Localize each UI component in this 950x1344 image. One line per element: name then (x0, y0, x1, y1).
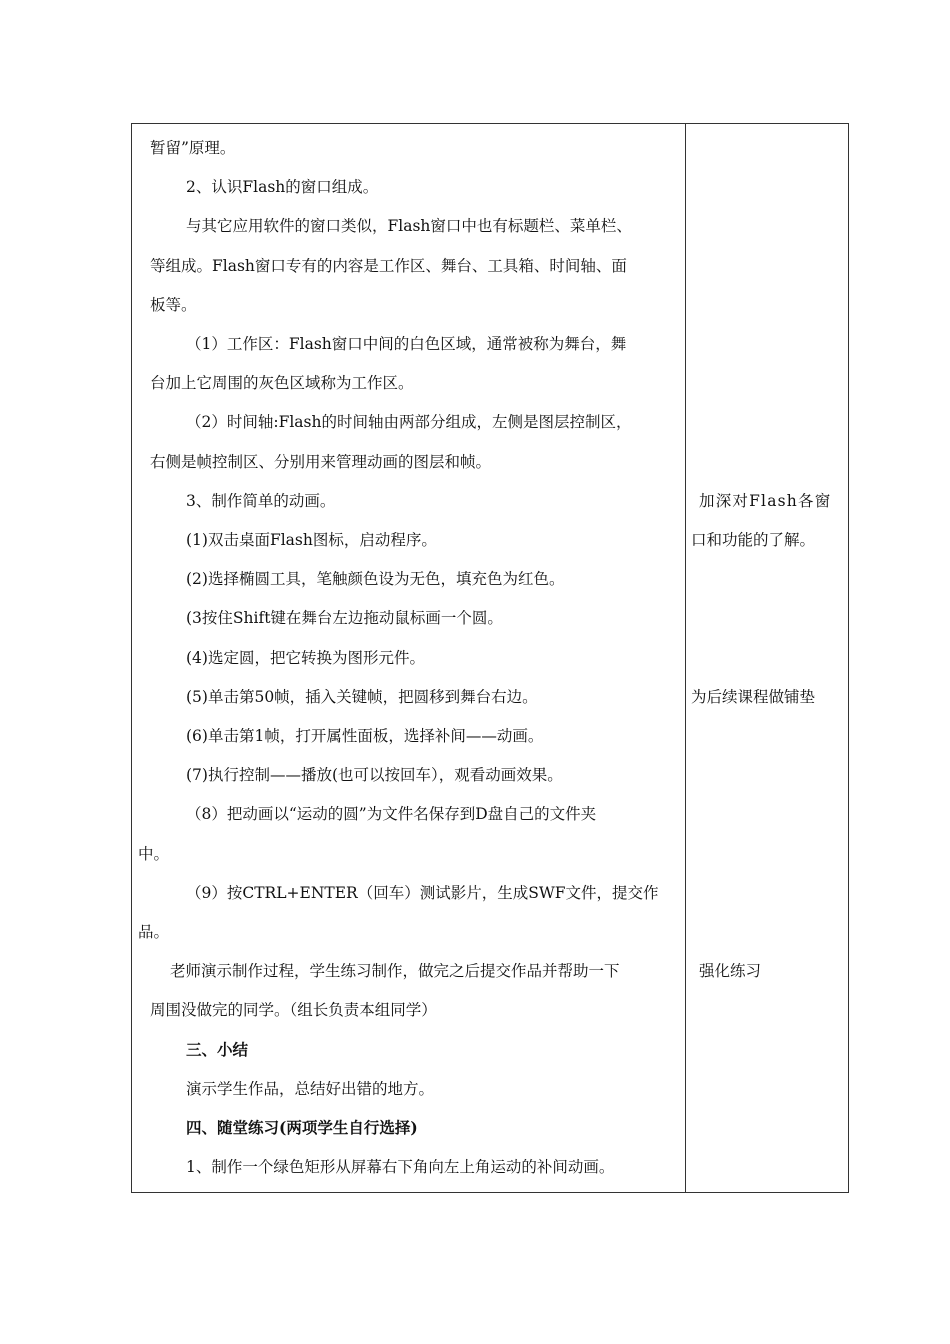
practice-heading: 四、随堂练习(两项学生自行选择) (186, 1118, 418, 1137)
summary-heading: 三、小结 (186, 1040, 249, 1059)
text-line: 老师演示制作过程，学生练习制作，做完之后提交作品并帮助一下 (170, 962, 620, 980)
text-line: 中。 (138, 845, 170, 863)
text-line: 1、制作一个绿色矩形从屏幕右下角向左上角运动的补间动画。 (186, 1158, 615, 1176)
text-line: 右侧是帧控制区、分别用来管理动画的图层和帧。 (150, 453, 492, 471)
side-note: 口和功能的了解。 (691, 531, 816, 549)
text-line: 板等。 (150, 296, 197, 314)
step-item: （8）把动画以“运动的圆”为文件名保存到D盘自己的文件夹 (186, 805, 597, 823)
step-item: (4)选定圆，把它转换为图形元件。 (186, 649, 425, 667)
step-item: (3按住Shift键在舞台左边拖动鼠标画一个圆。 (186, 609, 503, 627)
step-item: (7)执行控制——播放(也可以按回车），观看动画效果。 (186, 766, 563, 784)
text-line: 演示学生作品，总结好出错的地方。 (186, 1080, 435, 1098)
step-item: （9）按CTRL+ENTER（回车）测试影片，生成SWF文件，提交作 (186, 884, 659, 902)
side-note: 为后续课程做铺垫 (691, 688, 816, 706)
text-line: 2、认识Flash的窗口组成。 (186, 178, 379, 196)
step-item: (1)双击桌面Flash图标，启动程序。 (186, 531, 437, 549)
section-heading: 3、制作简单的动画。 (186, 492, 336, 510)
text-line: （1）工作区：Flash窗口中间的白色区域，通常被称为舞台，舞 (186, 335, 627, 353)
side-note: 强化练习 (699, 962, 762, 980)
text-line: （2）时间轴:Flash的时间轴由两部分组成，左侧是图层控制区， (186, 413, 632, 431)
text-line: 台加上它周围的灰色区域称为工作区。 (150, 374, 414, 392)
step-item: (6)单击第1帧，打开属性面板，选择补间——动画。 (186, 727, 544, 745)
side-note: 加深对Flash各窗 (699, 492, 832, 510)
text-line: 与其它应用软件的窗口类似，Flash窗口中也有标题栏、菜单栏、 (186, 217, 632, 235)
step-item: (2)选择椭圆工具，笔触颜色设为无色，填充色为红色。 (186, 570, 565, 588)
column-divider (685, 123, 686, 1193)
text-line: 暂留”原理。 (150, 139, 236, 157)
text-line: 周围没做完的同学。（组长负责本组同学） (150, 1001, 437, 1019)
text-line: 等组成。Flash窗口专有的内容是工作区、舞台、工具箱、时间轴、面 (150, 257, 627, 275)
text-line: 品。 (138, 923, 170, 941)
step-item: (5)单击第50帧，插入关键帧，把圆移到舞台右边。 (186, 688, 538, 706)
